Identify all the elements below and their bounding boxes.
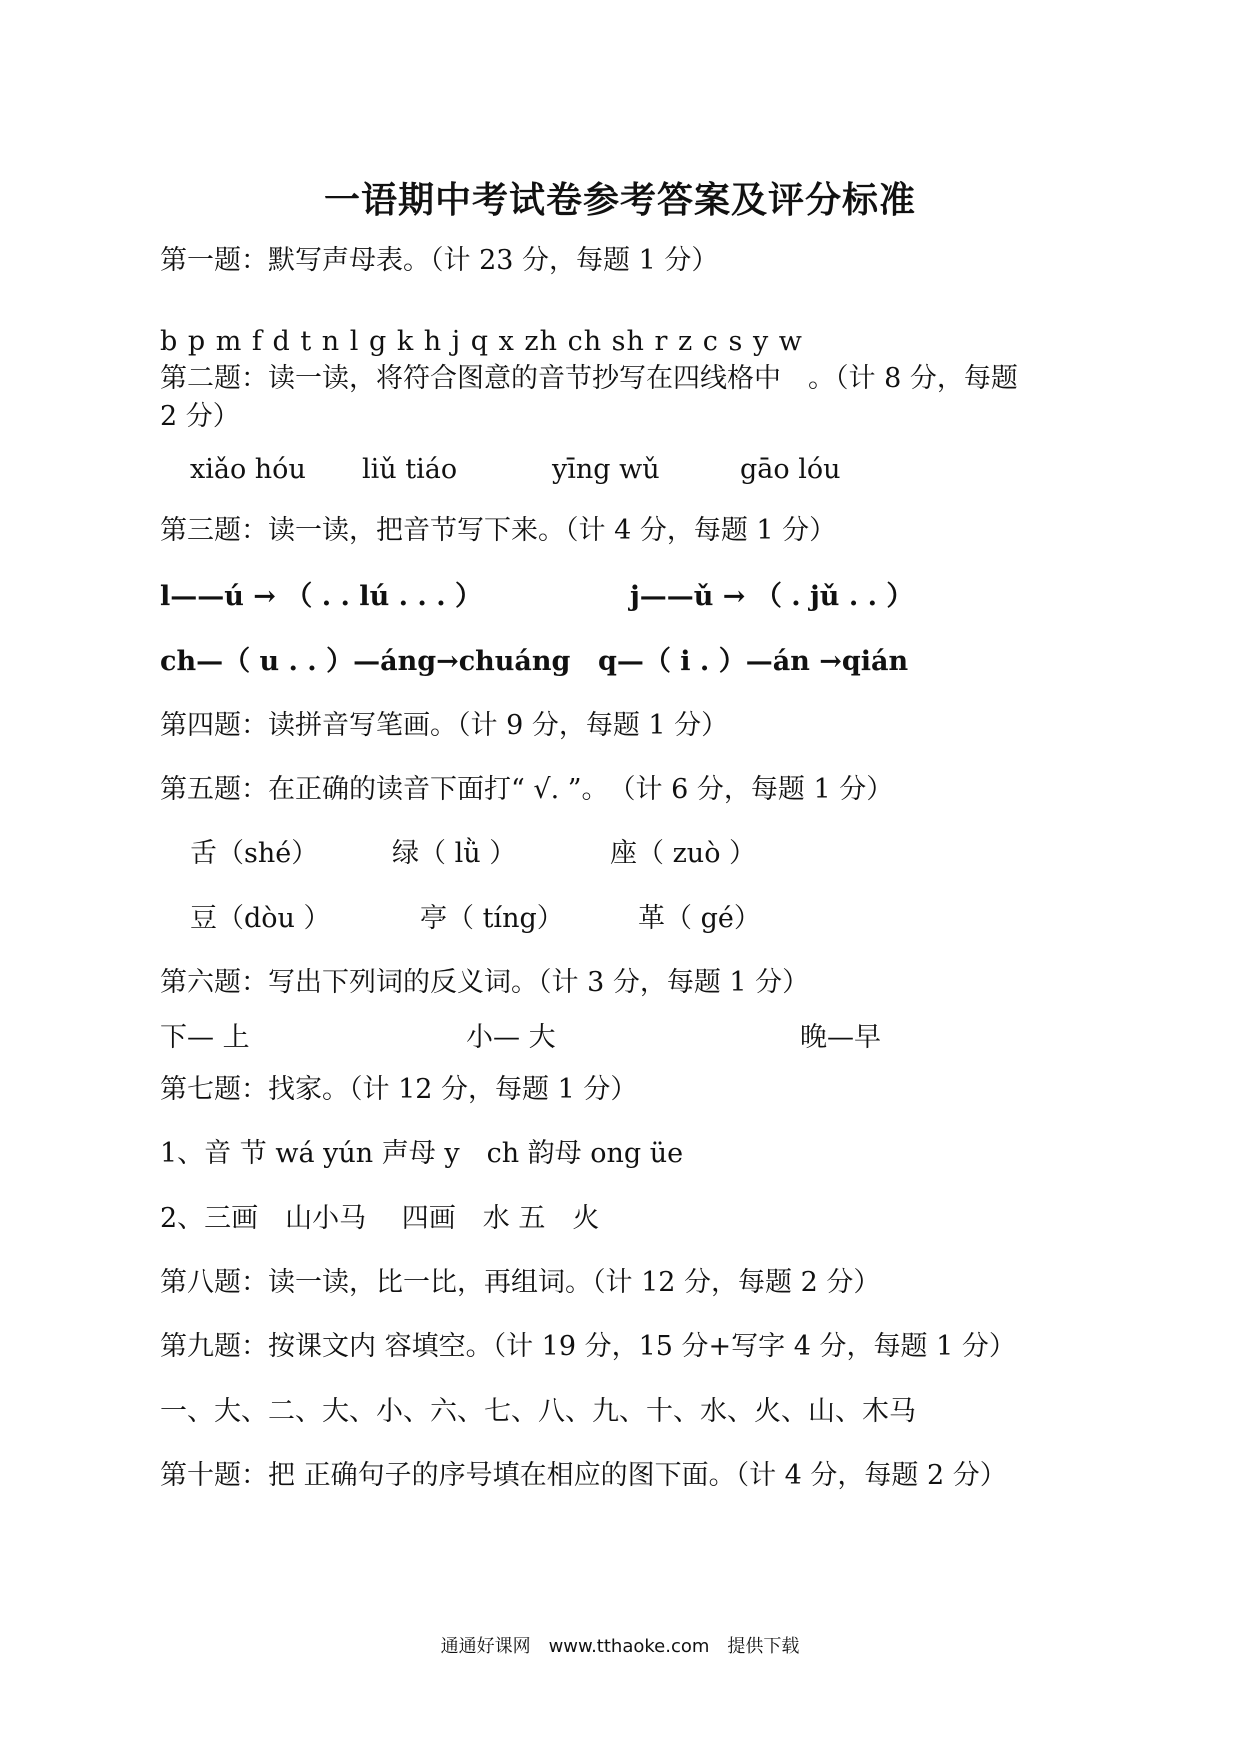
q5-row1-item-1: 舌（shé） — [190, 838, 319, 869]
q7-line-2: 2、三画 山小马 四画 水 五 火 — [160, 1203, 600, 1234]
q5-row1-item-2: 绿（ lǜ ） — [392, 838, 517, 869]
q8-heading: 第八题：读一读，比一比，再组词。（计 12 分，每题 2 分） — [160, 1267, 881, 1298]
q5-heading: 第五题：在正确的读音下面打“ √. ”。 （计 6 分，每题 1 分） — [160, 774, 894, 805]
q6-answer-3: 晚—早 — [800, 1022, 881, 1053]
q6-heading: 第六题：写出下列词的反义词。（计 3 分，每题 1 分） — [160, 967, 810, 998]
q5-row2-item-2: 亭（ tíng） — [420, 903, 564, 934]
q2-answer-4: gāo lóu — [740, 454, 841, 485]
q7-line-1: 1、音 节 wá yún 声母 y ch 韵母 ong üe — [160, 1138, 684, 1169]
q2-answer-1: xiǎo hóu — [190, 454, 306, 485]
q1-answer: b p m f d t n l g k h j q x zh ch sh r z c s y w — [160, 326, 803, 357]
q1-heading: 第一题：默写声母表。（计 23 分，每题 1 分） — [160, 245, 719, 276]
q6-answer-2: 小— 大 — [466, 1022, 556, 1053]
q5-row2-item-3: 革（ gé） — [638, 903, 761, 934]
page-title: 一语期中考试卷参考答案及评分标准 — [323, 180, 916, 221]
q3-row1-left: l——ú → （ . . lú . . . ） — [160, 581, 482, 612]
q2-answer-3: yīng wǔ — [552, 454, 660, 485]
q9-heading: 第九题：按课文内 容填空。（计 19 分，15 分+写字 4 分，每题 1 分） — [160, 1331, 1016, 1362]
q5-row1-item-3: 座（ zuò ） — [610, 838, 757, 869]
q7-heading: 第七题：找家。（计 12 分，每题 1 分） — [160, 1074, 638, 1105]
q9-answer: 一、大、二、大、小、六、七、八、九、十、水、火、山、木马 — [160, 1396, 916, 1427]
q6-answer-1: 下— 上 — [160, 1022, 250, 1053]
q5-row2-item-1: 豆（dòu ） — [190, 903, 331, 934]
q10-heading: 第十题：把 正确句子的序号填在相应的图下面。（计 4 分，每题 2 分） — [160, 1460, 1007, 1491]
footer-credit: 通通好课网 www.tthaoke.com 提供下载 — [440, 1636, 800, 1657]
q2-answer-2: liǔ tiáo — [362, 454, 458, 485]
q2-heading-line1: 第二题：读一读，将符合图意的音节抄写在四线格中 。（计 8 分，每题 — [160, 363, 1018, 394]
q4-heading: 第四题：读拼音写笔画。（计 9 分，每题 1 分） — [160, 710, 729, 741]
q2-heading-line2: 2 分） — [160, 401, 240, 432]
q3-row1-right: j——ǔ → （ . jǔ . . ） — [630, 581, 914, 612]
q3-heading: 第三题：读一读，把音节写下来。（计 4 分，每题 1 分） — [160, 515, 837, 546]
q3-row2-left: ch—（ u . . ）—áng→chuáng — [160, 646, 571, 677]
q3-row2-right: q—（ i . ）—án →qián — [598, 646, 909, 677]
